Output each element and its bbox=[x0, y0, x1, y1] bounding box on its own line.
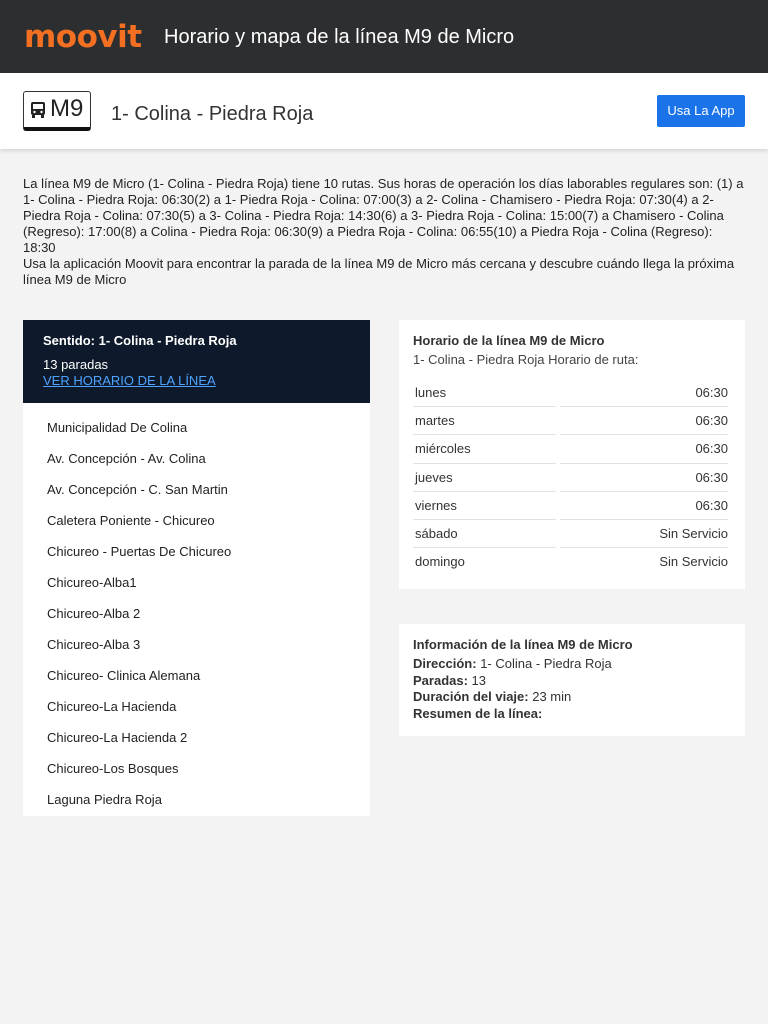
line-badge-text: M9 bbox=[50, 95, 84, 122]
top-header bbox=[0, 0, 768, 73]
info-label: Paradas: bbox=[413, 672, 468, 688]
view-schedule-link[interactable]: VER HORARIO DE LA LÍNEA bbox=[43, 373, 216, 388]
schedule-day: miércoles bbox=[415, 441, 471, 457]
stop-item[interactable]: Municipalidad De Colina bbox=[47, 420, 188, 435]
stop-item[interactable]: Chicureo - Puertas De Chicureo bbox=[47, 544, 232, 559]
schedule-row bbox=[413, 492, 728, 520]
schedule-row bbox=[413, 464, 728, 492]
schedule-time: 06:30 bbox=[695, 497, 728, 513]
description-paragraph: Usa la aplicación Moovit para encontrar la parada de la línea M9 de Micro más cercana y descubre cuándo llega la próxima línea M9 de Micro bbox=[23, 256, 735, 287]
info-details bbox=[413, 656, 612, 722]
schedule-time: 06:30 bbox=[695, 413, 728, 429]
schedule-row bbox=[413, 379, 728, 407]
schedule-day: domingo bbox=[415, 554, 465, 570]
schedule-card bbox=[399, 320, 745, 589]
schedule-time: Sin Servicio bbox=[659, 554, 728, 570]
info-direction bbox=[413, 656, 612, 673]
page-title: Horario y mapa de la línea M9 de Micro bbox=[164, 26, 515, 48]
info-title: Información de la línea M9 de Micro bbox=[413, 637, 633, 652]
info-label: Resumen de la línea: bbox=[413, 705, 543, 721]
stop-item[interactable]: Chicureo-Alba 2 bbox=[47, 606, 141, 621]
stop-item[interactable]: Chicureo-La Hacienda bbox=[47, 699, 177, 714]
schedule-row bbox=[413, 407, 728, 435]
schedule-day: martes bbox=[415, 413, 455, 429]
bus-icon bbox=[30, 101, 46, 119]
stop-item[interactable]: Chicureo- Clinica Alemana bbox=[47, 668, 201, 683]
info-duration bbox=[413, 689, 612, 706]
info-value: 13 bbox=[471, 672, 487, 688]
schedule-time: 06:30 bbox=[695, 385, 728, 400]
stop-item[interactable]: Chicureo-Los Bosques bbox=[47, 761, 179, 776]
line-badge bbox=[23, 91, 91, 131]
stop-item[interactable]: Chicureo-Alba 3 bbox=[47, 637, 141, 652]
schedule-table bbox=[413, 379, 728, 576]
schedule-title: Horario de la línea M9 de Micro bbox=[413, 333, 605, 348]
stop-item[interactable]: Chicureo-Alba1 bbox=[47, 575, 137, 590]
route-stop-count: 13 paradas bbox=[43, 357, 109, 372]
schedule-day: lunes bbox=[415, 385, 447, 400]
route-card bbox=[23, 320, 370, 816]
info-label: Dirección: bbox=[413, 656, 477, 671]
moovit-logo[interactable]: moovit bbox=[24, 19, 142, 55]
schedule-row bbox=[413, 548, 728, 576]
stop-item[interactable]: Chicureo-La Hacienda 2 bbox=[47, 730, 188, 745]
info-value: 1- Colina - Piedra Roja bbox=[480, 656, 612, 671]
stop-item[interactable]: Av. Concepción - C. San Martin bbox=[47, 482, 228, 497]
stop-item[interactable]: Av. Concepción - Av. Colina bbox=[47, 451, 206, 466]
schedule-time: 06:30 bbox=[695, 469, 728, 485]
line-info-card bbox=[399, 624, 745, 736]
route-header bbox=[23, 320, 370, 403]
schedule-day: jueves bbox=[415, 469, 453, 485]
line-bar bbox=[0, 73, 768, 149]
info-value: 23 min bbox=[532, 689, 572, 704]
schedule-time: Sin Servicio bbox=[659, 525, 728, 541]
schedule-row bbox=[413, 520, 728, 548]
schedule-time: 06:30 bbox=[695, 441, 728, 457]
schedule-subtitle: 1- Colina - Piedra Roja Horario de ruta: bbox=[413, 352, 639, 367]
stop-item[interactable]: Laguna Piedra Roja bbox=[47, 792, 162, 807]
info-stops bbox=[413, 673, 612, 690]
schedule-day: viernes bbox=[415, 497, 457, 513]
route-direction: Sentido: 1- Colina - Piedra Roja bbox=[43, 333, 237, 348]
line-route-name: 1- Colina - Piedra Roja bbox=[111, 103, 314, 125]
stop-item[interactable]: Caletera Poniente - Chicureo bbox=[47, 513, 215, 528]
stop-list bbox=[23, 412, 370, 815]
description-paragraph: La línea M9 de Micro (1- Colina - Piedra Roja) tiene 10 rutas. Sus horas de operación los días laborables regulares son: (1) a 1- Colina - Piedra Roja: 06:30(2) a 1- Piedra Roja - Colina: 07:00(3) a 2- Colina - Chamisero - Piedra Roja: 07:30(4) a 2- Piedra Roja - Colina: 07:30(5) a 3- Colina - Piedra Roja: 14:30(6) a 3- Piedra Roja - Colina: 15:00(7) a Chamisero - Colina (Regreso): 17:00(8) a Colina - Piedra Roja: 06:30(9) a Piedra Roja - Colina: 06:55(10) a Piedra Roja - Colina (Regreso): 18:30 bbox=[23, 176, 744, 255]
info-summary bbox=[413, 706, 612, 723]
info-label: Duración del viaje: bbox=[413, 689, 529, 704]
line-description bbox=[23, 176, 748, 288]
schedule-row bbox=[413, 435, 728, 463]
use-app-button[interactable]: Usa La App bbox=[657, 95, 745, 127]
schedule-day: sábado bbox=[415, 525, 458, 541]
